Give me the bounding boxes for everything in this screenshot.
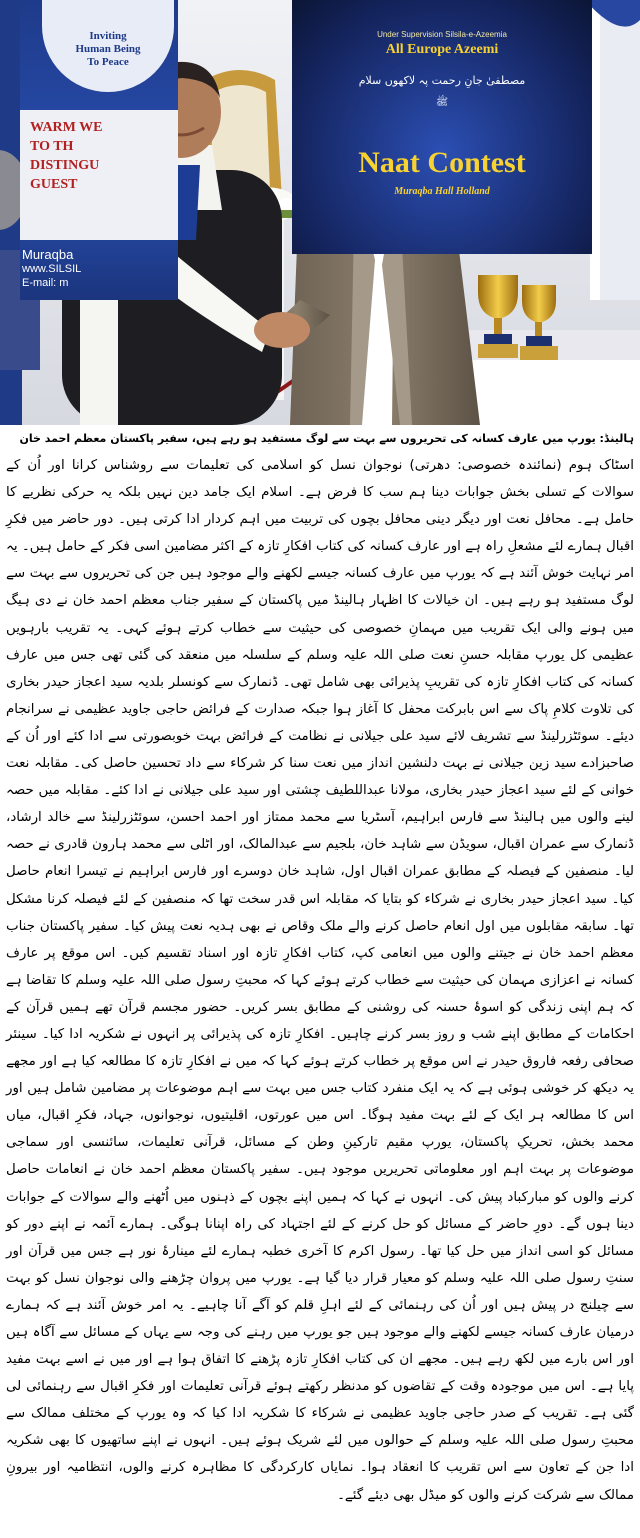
banner-footer [20,248,178,290]
article-headline: ہالینڈ: یورپ میں عارف کسانہ کی تحریروں سے بہت سے لوگ مستفید ہو رہے ہیں، سفیر پاکستان معظم احمد خان [19,432,634,445]
welcome-band [20,110,178,240]
article-body: اسٹاک ہوم (نمائندہ خصوصی: دھرتی) نوجوان نسل کو اسلامی کی تعلیمات سے روشناس کرانا اور اُن کے سوالات کے تسلی بخش جوابات دینا ہم سب کا فرض ہے۔ اسلام ایک جامد دین نہیں بلکہ یہ حرکی نظریے کا حامل ہے۔ محافل نعت اور دیگر دینی محافل بچوں کی تربیت میں اہم کردار ادا کرتی ہیں۔ دور حاضر میں فکرِ اقبال ہمارے لئے مشعلِ راہ ہے اور عارف کسانہ کی کتاب افکارِ تازہ کے اکثر مضامین اسی فکر کے حامل ہیں۔ یہ امر نہایت خوش آئند ہے کہ یورپ میں عارف کسانہ جیسے لکھنے والے موجود ہیں جن کی تحریروں سے بہت سے لوگ مستفید ہو رہے ہیں۔ ان خیالات کا اظہار ہالینڈ میں پاکستان کے سفیر جناب معظم احمد خان نے دی ہیگ میں ہونے والی ایک تقریب میں مہمانِ خصوصی کی حیثیت سے خطاب کرتے ہوئے کہی۔ یہ تقریب بارہویں عظیمی کل یورپ مقابلہ حسنِ نعت صلی اللہ علیہ وسلم کے سلسلہ میں منعقد کی گئی تھی جس میں عارف کسانہ کی کتاب افکارِ تازہ کی تقریبِ پذیرائی بھی شامل تھی۔ ڈنمارک سے کونسلر بلدیہ سید اعجاز حیدر بخاری کی تلاوت کلامِ پاک سے اس بابرکت محفل کا آغاز ہوا جبکہ صدارت کے فرائض حاجی جاوید عظیمی نے سرانجام دیئے۔ سوئٹزرلینڈ سے تشریف لائے سید علی جیلانی نے نظامت کے فرائض بہت خوبصورتی سے ادا کئے اور اُن کے صاحبزادے سید زین جیلانی نے بہت دلنشین انداز میں نعت سنا کر شرکاء سے داد تحسین حاصل کی۔ مقابلہ نعت خوانی کے لئے سید اعجاز حیدر بخاری، مولانا عبداللطیف چشتی اور سید علی جیلانی نے ادا کئے۔ مقابلہ میں حصہ لینے والوں میں ہالینڈ سے فارس ابراہیم، آسٹریا سے محمد ممتاز اور احمد احسن، سوئٹزرلینڈ سے خالد ارشاد، ڈنمارک سے عمران اقبال، سویڈن سے شاہد خان، بلجیم سے عبدالمالک، اور اٹلی سے محمد ہارون قادری نے حصہ لیا۔ منصفین کے فیصلہ کے مطابق عمران اقبال اول، شاہد خان دوسرے اور فارس ابراہیم نے تیسرا انعام حاصل کیا۔ سید اعجاز حیدر بخاری نے شرکاء کو بتایا کہ مقابلہ اس قدر سخت تھا کہ منصفین کے لئے فیصلہ کرنا مشکل تھا۔ سابقہ مقابلوں میں اول انعام حاصل کرنے والے ملک وقاص نے بھی ہدیہ نعت پیش کیا۔ سفیر پاکستان جناب معظم احمد خان نے جیتنے والوں میں انعامی کپ، کتاب افکارِ تازہ اور اسناد تقسیم کیں۔ اس موقع پر عارف کسانہ نے اعزازی مہمان کی حیثیت سے خطاب کرتے ہوئے کہا کہ محبتِ رسول صلی اللہ علیہ وسلم کا تقاضا ہے کہ ہم اپنی زندگی کو اسوۂ حسنہ کی روشنی کے مطابق بسر کریں۔ حضور مجسم قرآن تھے ہمیں قرآن کے احکامات کے مطابق اپنے شب و روز بسر کرنے چاہیں۔ افکارِ تازہ کی پذیرائی پر انہوں نے شکریہ ادا کیا۔ سینئر صحافی رفعہ فاروق حیدر نے اس موقع پر خطاب کرتے ہوئے کہا کہ میں نے افکارِ تازہ کا مطالعہ کیا ہے اور مجھے یہ دیکھ کر خوشی ہوئی ہے کہ یہ ایک منفرد کتاب جس میں بہت سے اہم موضوعات پر مضامین شامل ہیں اور اس کا مطالعہ ہر ایک کے لئے بہت مفید ہوگا۔ اس میں عورتوں، اقلیتیوں، نوجوانوں، جہاد، فکرِ اقبال، میاں محمد بخش، تحریکِ پاکستان، یورپ مقیم تارکینِ وطن کے مسائل، قرآنی تعلیمات، سائنسی اور سماجی موضوعات پر بہت اہم اور معلوماتی تحریریں موجود ہیں۔ سفیر پاکستان معظم احمد خان نے انعامات حاصل کرنے والوں کو مبارکباد پیش کی۔ انہوں نے کہا کہ ہمیں اپنے بچوں کے ذہنوں میں اُٹھنے والے سوالات کے جوابات دینا ہوں گے۔ دورِ حاضر کے مسائل کو حل کرنے کے لئے اجتہاد کی راہ اپنانا ہوگی۔ ہمارے آئمہ نے اپنے دور کو مسائل کو اسی انداز میں حل کیا تھا۔ رسول اکرم کا آخری خطبہ ہمارے لئے مینارۂ نور ہے جس میں قرآن اور سنتِ رسول صلی اللہ علیہ وسلم کو معیار قرار دیا گیا ہے۔ یورپ میں پروان چڑھنے والی نوجوان نسل کو بہت سے چیلنج در پیش ہیں اور اُن کی رہنمائی کے لئے اہلِ قلم کو آگے آنا چاہیے۔ یہ امر خوش آئند ہے کہ ہمارے درمیان عارف کسانہ جیسے لکھنے والے موجود ہیں جو یورپ میں رہنے کی وجہ سے یہاں کے مسائل سے آگاہ ہیں اور اس بارے میں لکھ رہے ہیں۔ مجھے ان کی کتاب افکارِ تازہ پڑھنے کا اتفاق ہوا ہے اور میں نے اسے بہت مفید پایا ہے۔ اس میں موجودہ وقت کے تقاضوں کو مدنظر رکھتے ہوئے قرآنی تعلیمات اور فکرِ اقبال سے رہنمائی لی گئی ہے۔ تقریب کے صدر حاجی جاوید عظیمی نے شرکاء کا شکریہ ادا کیا کہ وہ یورپ کے مختلف ممالک سے محبتِ رسول صلی اللہ علیہ وسلم کے حوالوں میں لئے شریک ہوئے ہیں۔ انہوں نے اپنے ساتھیوں کا بھی شکریہ ادا جن کے تعاون سے اس تقریب کا انعقاد ہوا۔ نمایاں کارکردگی کا مظاہرہ کرنے والوں، انتظامیہ اور بیرونِ ممالک سے شرکت کرنے والوں کو میڈل بھی دیئے گئے۔ [6,458,634,1503]
banner-urdu-line: ﷺ [435,97,449,108]
naat-contest-banner [292,0,592,254]
org-name: Muraqba [22,247,74,262]
welcome-line: TO TH [30,139,74,154]
emblem-line: Human Being [75,43,141,55]
welcome-line: GUEST [30,177,78,192]
welcome-line: DISTINGU [30,158,100,173]
banner-event-name: All Europe Azeemi [385,42,499,57]
banner-hall: Muraqba Hall Holland [394,186,490,197]
banner-urdu-line: مصطفیٰ جانِ رحمت پہ لاکھوں سلام [358,74,526,87]
emblem-line: To Peace [87,56,129,68]
left-banner [20,0,178,300]
emblem-line: Inviting [89,30,127,42]
welcome-line: WARM WE [30,120,103,135]
event-photo [0,0,640,425]
banner-supervision: Under Supervision Silsila-e-Azeemia [377,30,507,39]
email-text: E-mail: m [22,277,69,289]
handshake [254,312,310,348]
news-article [6,426,634,1509]
website-text: www.SILSIL [22,263,82,275]
banner-title: Naat Contest [358,146,526,179]
left-banner-emblem [42,0,174,92]
